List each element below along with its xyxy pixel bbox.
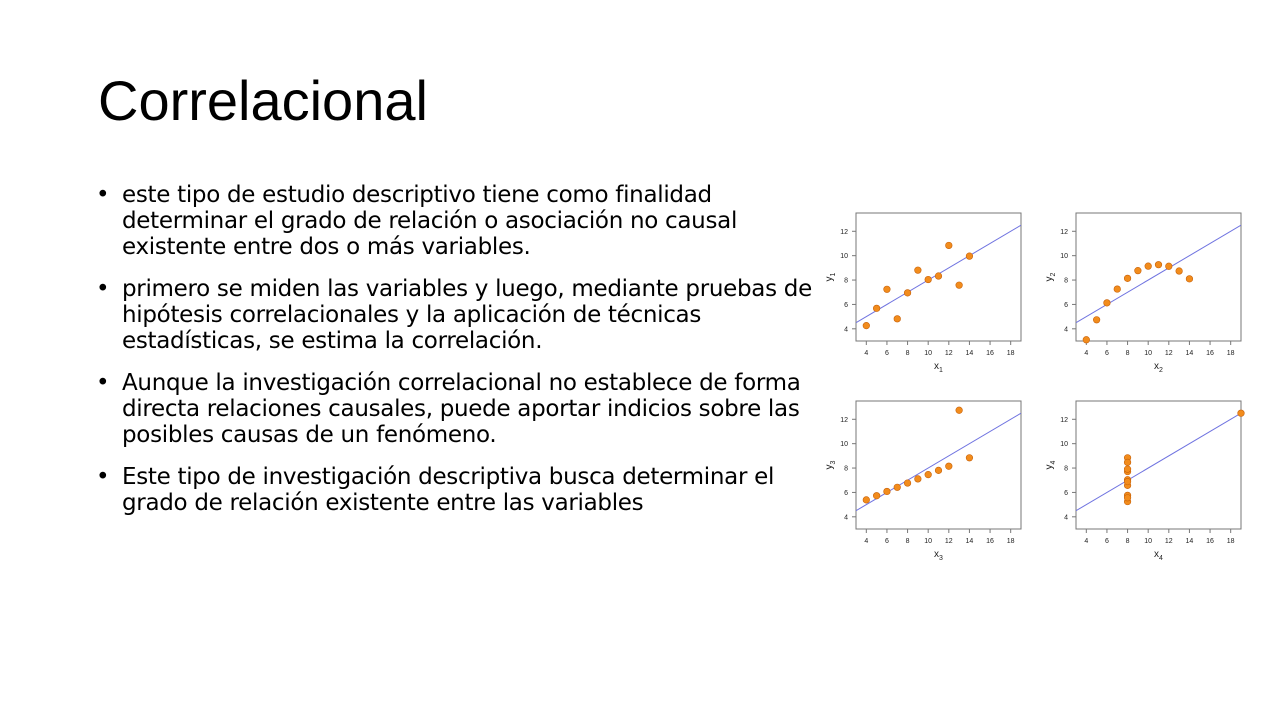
- y-tick-label: 8: [844, 277, 848, 285]
- data-point: [1186, 276, 1193, 283]
- plot-frame: [856, 401, 1021, 529]
- x-tick-label: 18: [1006, 538, 1015, 545]
- bullet-item: [96, 276, 816, 354]
- data-point: [873, 492, 880, 499]
- data-point: [966, 455, 973, 462]
- x-tick-label: 6: [1104, 538, 1109, 545]
- data-point: [894, 484, 901, 491]
- y-tick-label: 12: [840, 228, 848, 236]
- data-point: [1114, 286, 1121, 293]
- data-point: [884, 286, 891, 293]
- bullet-item: [96, 370, 816, 448]
- anscombe-chart-grid: [820, 205, 1250, 565]
- x-tick-label: 8: [905, 538, 910, 545]
- data-point: [925, 471, 932, 478]
- x-tick-label: 6: [884, 538, 889, 545]
- x-tick-label: 16: [1206, 350, 1214, 357]
- data-point: [863, 322, 870, 329]
- slide-title: Correlacional: [98, 69, 428, 132]
- x-tick-label: 10: [1144, 350, 1153, 357]
- x-tick-label: 4: [1084, 538, 1089, 545]
- x-tick-label: 8: [905, 350, 910, 357]
- bullet-icon: •: [96, 276, 110, 302]
- y-tick-label: 10: [840, 253, 848, 261]
- x-tick-label: 6: [1104, 350, 1109, 357]
- data-point: [935, 273, 942, 280]
- x-tick-label: 14: [965, 350, 974, 357]
- x-tick-label: 12: [944, 350, 953, 357]
- data-point: [1166, 263, 1173, 270]
- y-tick-label: 4: [844, 326, 848, 334]
- y-tick-label: 12: [1060, 228, 1068, 236]
- data-point: [884, 488, 891, 495]
- bullet-list: [96, 182, 816, 532]
- plot-frame: [1076, 401, 1241, 529]
- data-point: [1124, 466, 1131, 473]
- x-tick-label: 16: [1206, 538, 1214, 545]
- x-tick-label: 12: [1164, 350, 1173, 357]
- regression-line: [856, 413, 1021, 511]
- x-tick-label: 6: [884, 350, 889, 357]
- data-point: [894, 316, 901, 323]
- data-point: [863, 497, 870, 504]
- y-tick-label: 12: [1060, 416, 1068, 424]
- bullet-text: primero se miden las variables y luego, mediante pruebas de hipótesis correlacionales y la aplicación de técnicas estadísticas, se estima la correlación.: [122, 276, 812, 354]
- bullet-icon: •: [96, 182, 110, 208]
- x-tick-label: 12: [944, 538, 953, 545]
- x-axis-label: $x_1$: [934, 361, 943, 374]
- y-tick-label: 8: [1064, 465, 1068, 473]
- x-tick-label: 4: [864, 538, 869, 545]
- x-tick-label: 14: [965, 538, 974, 545]
- y-tick-label: 4: [1064, 514, 1068, 522]
- x-tick-label: 18: [1226, 538, 1235, 545]
- bullet-item: [96, 464, 816, 516]
- data-point: [956, 407, 963, 414]
- y-tick-label: 10: [840, 441, 848, 449]
- regression-line: [1076, 413, 1241, 511]
- data-point: [904, 290, 911, 297]
- scatter-panel-1: [824, 213, 1021, 374]
- y-tick-label: 10: [1060, 253, 1068, 261]
- scatter-panel-2: [1044, 213, 1241, 374]
- x-tick-label: 10: [924, 350, 933, 357]
- data-point: [1124, 275, 1131, 282]
- data-point: [873, 305, 880, 312]
- x-axis-label: $x_4$: [1154, 549, 1163, 562]
- bullet-item: [96, 182, 816, 260]
- data-point: [1176, 268, 1183, 275]
- x-tick-label: 14: [1185, 538, 1194, 545]
- y-tick-label: 6: [1064, 301, 1068, 309]
- bullet-text: Este tipo de investigación descriptiva busca determinar el grado de relación existente entre las variables: [122, 464, 775, 516]
- data-point: [946, 463, 953, 470]
- y-axis-label: $y_3$: [824, 460, 837, 470]
- data-point: [904, 480, 911, 487]
- x-tick-label: 10: [924, 538, 933, 545]
- x-tick-label: 18: [1226, 350, 1235, 357]
- data-point: [915, 267, 922, 274]
- scatter-panel-4: [1044, 401, 1244, 562]
- data-point: [1124, 459, 1131, 466]
- x-tick-label: 16: [986, 350, 994, 357]
- x-tick-label: 8: [1125, 538, 1130, 545]
- y-axis-label: $y_4$: [1044, 460, 1057, 470]
- data-point: [966, 253, 973, 260]
- x-tick-label: 8: [1125, 350, 1130, 357]
- y-tick-label: 8: [844, 465, 848, 473]
- x-tick-label: 4: [864, 350, 869, 357]
- x-tick-label: 12: [1164, 538, 1173, 545]
- x-tick-label: 16: [986, 538, 994, 545]
- y-tick-label: 6: [844, 301, 848, 309]
- y-tick-label: 10: [1060, 441, 1068, 449]
- x-tick-label: 14: [1185, 350, 1194, 357]
- data-point: [1083, 336, 1090, 343]
- regression-line: [1076, 225, 1241, 323]
- data-point: [915, 476, 922, 483]
- data-point: [925, 276, 932, 283]
- data-point: [946, 242, 953, 249]
- bullet-icon: •: [96, 370, 110, 396]
- x-tick-label: 10: [1144, 538, 1153, 545]
- data-point: [1145, 263, 1152, 270]
- data-point: [935, 467, 942, 474]
- y-axis-label: $y_1$: [824, 272, 837, 282]
- data-point: [1124, 494, 1131, 501]
- x-axis-label: $x_3$: [934, 549, 943, 562]
- y-tick-label: 4: [844, 514, 848, 522]
- y-tick-label: 6: [1064, 489, 1068, 497]
- bullet-text: Aunque la investigación correlacional no establece de forma directa relaciones causales, puede aportar indicios sobre las posibles causas de un fenómeno.: [122, 370, 801, 448]
- data-point: [956, 282, 963, 289]
- x-tick-label: 18: [1006, 350, 1015, 357]
- data-point: [1135, 267, 1142, 274]
- y-tick-label: 12: [840, 416, 848, 424]
- bullet-icon: •: [96, 464, 110, 490]
- data-point: [1238, 410, 1245, 417]
- y-tick-label: 4: [1064, 326, 1068, 334]
- data-point: [1155, 261, 1162, 268]
- y-tick-label: 6: [844, 489, 848, 497]
- plot-frame: [1076, 213, 1241, 341]
- x-tick-label: 4: [1084, 350, 1089, 357]
- scatter-plots-svg: [820, 205, 1250, 565]
- data-point: [1093, 316, 1100, 323]
- x-axis-label: $x_2$: [1154, 361, 1163, 374]
- data-point: [1124, 478, 1131, 485]
- bullet-text: este tipo de estudio descriptivo tiene como finalidad determinar el grado de relación o asociación no causal existente entre dos o más variables.: [122, 182, 738, 260]
- y-tick-label: 8: [1064, 277, 1068, 285]
- data-point: [1104, 300, 1111, 307]
- scatter-panel-3: [824, 401, 1021, 562]
- y-axis-label: $y_2$: [1044, 272, 1057, 282]
